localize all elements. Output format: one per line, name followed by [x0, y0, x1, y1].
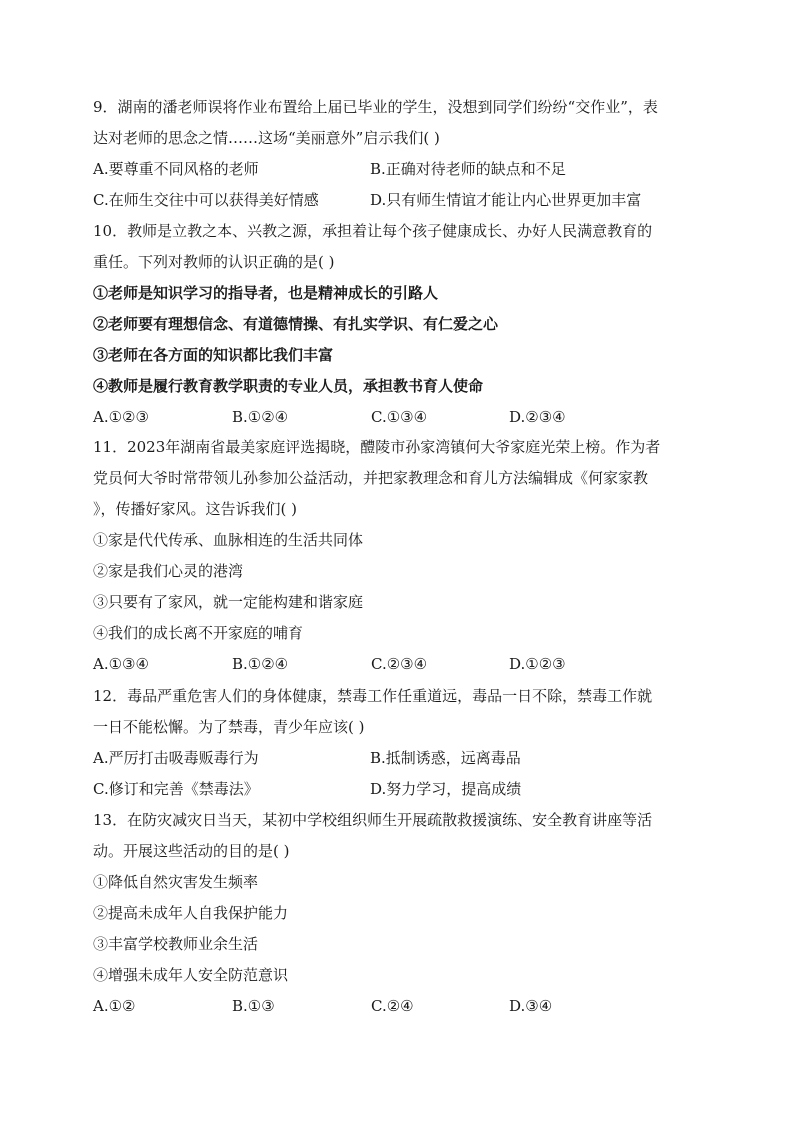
q13-stem-line-2: 动。开展这些活动的目的是( )	[93, 842, 290, 860]
q9-option-c: C.在师生交往中可以获得美好情感	[93, 191, 319, 209]
q11-stem-line-1: 11．2023年湖南省最美家庭评选揭晓，醴陵市孙家湾镇何大爷家庭光荣上榜。作为者	[93, 438, 661, 456]
q11-option-b: B.①②④	[232, 655, 289, 673]
q11-statement-4: ④我们的成长离不开家庭的哺育	[93, 624, 304, 642]
q13-option-d: D.③④	[509, 997, 553, 1015]
q10-option-a: A.①②③	[93, 408, 149, 426]
q13-statement-2: ②提高未成年人自我保护能力	[93, 904, 289, 922]
q13-option-b: B.①③	[232, 997, 275, 1015]
q12-option-c: C.修订和完善《禁毒法》	[93, 780, 259, 798]
q9-stem-line-1: 9．湖南的潘老师误将作业布置给上届已毕业的学生，没想到同学们纷纷“交作业”，表	[93, 98, 658, 116]
q13-option-a: A.①②	[93, 997, 136, 1015]
q12-option-d: D.努力学习，提高成绩	[370, 780, 522, 798]
q9-option-a: A.要尊重不同风格的老师	[93, 160, 259, 178]
q13-statement-3: ③丰富学校教师业余生活	[93, 935, 259, 953]
q12-option-a: A.严厉打击吸毒贩毒行为	[93, 749, 259, 767]
q10-option-d: D.②③④	[509, 408, 566, 426]
q12-stem-line-1: 12．毒品严重危害人们的身体健康，禁毒工作任重道远，毒品一日不除，禁毒工作就	[93, 687, 653, 705]
q10-statement-4: ④教师是履行教育教学职责的专业人员，承担教书育人使命	[93, 377, 484, 395]
q10-stem-line-2: 重任。下列对教师的认识正确的是( )	[93, 253, 335, 271]
q10-option-b: B.①②④	[232, 408, 289, 426]
q12-option-b: B.抵制诱惑，远离毒品	[370, 749, 521, 767]
q10-option-c: C.①③④	[371, 408, 428, 426]
q11-stem-line-3: 》，传播好家风。这告诉我们( )	[93, 500, 297, 518]
q10-statement-2: ②老师要有理想信念、有道德情操、有扎实学识、有仁爱之心	[93, 315, 499, 333]
q13-stem-line-1: 13．在防灾减灾日当天，某初中学校组织师生开展疏散救援演练、安全教育讲座等活	[93, 811, 653, 829]
q11-option-a: A.①③④	[93, 655, 149, 673]
q11-stem-line-2: 党员何大爷时常带领儿孙参加公益活动，并把家教理念和育儿方法编辑成《何家家教	[93, 469, 649, 487]
q10-statement-3: ③老师在各方面的知识都比我们丰富	[93, 346, 334, 364]
q11-option-c: C.②③④	[371, 655, 428, 673]
q9-stem-line-2: 达对老师的思念之情……这场“美丽意外”启示我们( )	[93, 129, 440, 147]
q9-option-d: D.只有师生情谊才能让内心世界更加丰富	[370, 191, 642, 209]
q13-statement-4: ④增强未成年人安全防范意识	[93, 966, 289, 984]
q11-statement-3: ③只要有了家风，就一定能构建和谐家庭	[93, 593, 364, 611]
q13-option-c: C.②④	[371, 997, 414, 1015]
q11-statement-2: ②家是我们心灵的港湾	[93, 562, 244, 580]
q12-stem-line-2: 一日不能松懈。为了禁毒，青少年应该( )	[93, 718, 365, 736]
q9-option-b: B.正确对待老师的缺点和不足	[370, 160, 566, 178]
q13-statement-1: ①降低自然灾害发生频率	[93, 873, 259, 891]
q10-statement-1: ①老师是知识学习的指导者，也是精神成长的引路人	[93, 284, 439, 302]
q11-option-d: D.①②③	[509, 655, 566, 673]
q11-statement-1: ①家是代代传承、血脉相连的生活共同体	[93, 531, 364, 549]
q10-stem-line-1: 10．教师是立教之本、兴教之源，承担着让每个孩子健康成长、办好人民满意教育的	[93, 222, 653, 240]
